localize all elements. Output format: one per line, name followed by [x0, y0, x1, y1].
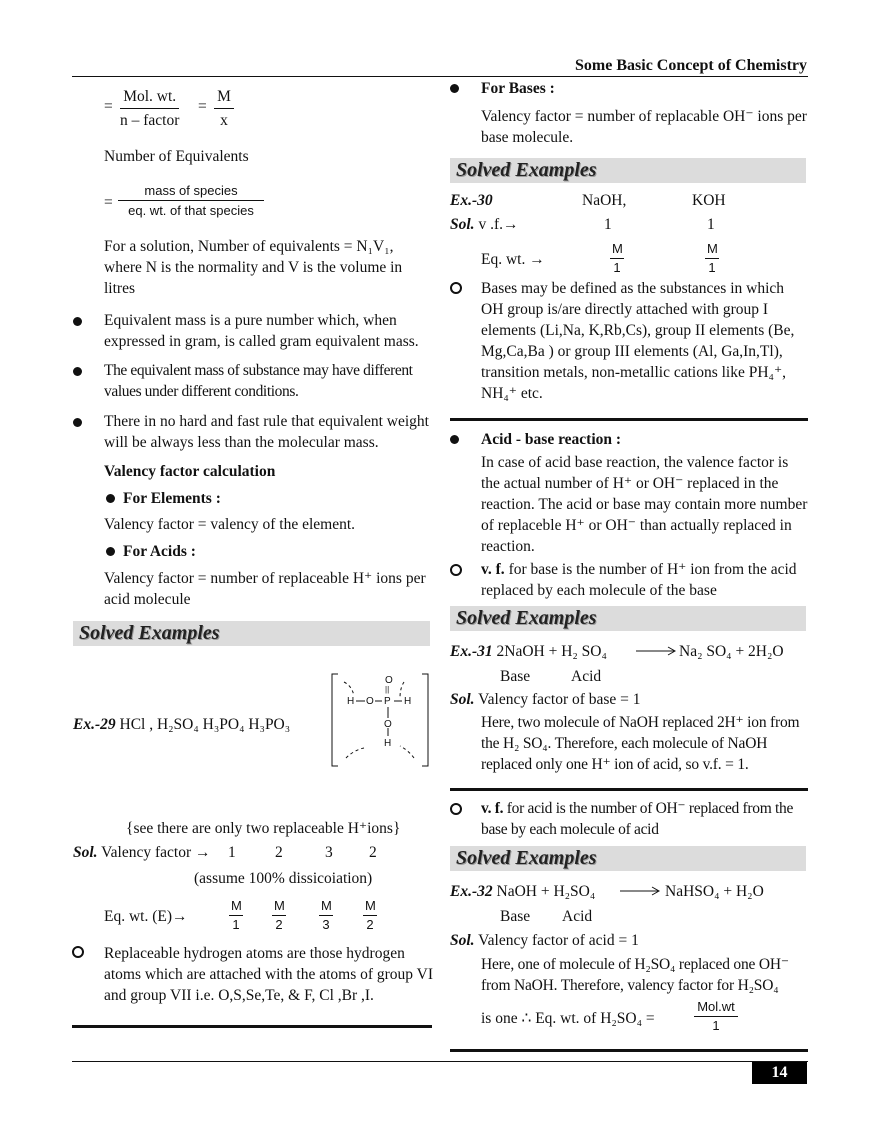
assume-text: (assume 100% dissicoiation): [194, 870, 373, 887]
vf-base-label: v. f.: [481, 561, 505, 578]
ex32-last-line: is one ∴ Eq. wt. of H₂SO₄ =: [481, 1010, 655, 1027]
ex30-eqwt-fraction: $\frac{M}{1}$: [612, 241, 623, 275]
atom-o-bottom: O: [384, 719, 392, 730]
bullet-dot: [450, 435, 459, 444]
fraction-molwt-nfactor: Mol. wt. n – factor: [120, 88, 180, 129]
section-rule: [450, 788, 808, 791]
ex32-label: Ex.-32: [450, 883, 493, 900]
eqwt-fraction: $\frac{M}{1}$: [231, 898, 242, 932]
ex29-text: HCl , H₂SO₄ H₃PO₄ H₃PO₃: [119, 716, 291, 733]
solution-text: For a solution, Number of equivalents = N₁V₁, where N is the normality and V is the volume in litres: [104, 238, 403, 297]
ring-bullet: [450, 803, 462, 815]
ex29-line: [73, 714, 290, 735]
page-number: 14: [752, 1062, 807, 1084]
solved-examples-band-right-3: [450, 846, 806, 871]
ex31-rhs: Na₂ SO₄ + 2H₂O: [679, 643, 784, 660]
eqwt-fraction: $\frac{M}{3}$: [321, 898, 332, 932]
bullet-dot: [73, 367, 82, 376]
dashed-arc: [346, 748, 364, 758]
ring-bullet: [450, 564, 462, 576]
reaction-arrow: [636, 646, 676, 656]
bullet-dot: [450, 84, 459, 93]
bullet-text-3: There in no hard and fast rule that equivalent weight will be always less than the molecular mass.: [104, 413, 429, 451]
fraction-equivalents: mass of species eq. wt. of that species: [118, 182, 264, 219]
ex30-eqwt-label: Eq. wt. →: [481, 251, 545, 268]
for-elements-text: Valency factor = valency of the element.: [104, 516, 356, 533]
ex32-line: [450, 881, 595, 902]
acid-base-text: In case of acid base reaction, the valence factor is the actual number of H⁺ or OH⁻ replaced in the reaction. The acid or base may contain more number of replaceble H⁺ or OH⁻ than actually replaced in reaction.: [481, 454, 808, 555]
ex32-acid: Acid: [562, 908, 593, 925]
section-rule: [450, 418, 808, 421]
atom-o-top: O: [385, 675, 393, 686]
bullet-text-1: Equivalent mass is a pure number which, when expressed in gram, is called gram equivalent mass.: [104, 312, 419, 350]
ex31-lhs: 2NaOH + H₂ SO₄: [496, 643, 607, 660]
ex31-sol-text: Valency factor of base = 1: [478, 691, 641, 708]
eq-sign-3: =: [104, 194, 113, 211]
ex32-lhs: NaOH + H₂SO₄: [496, 883, 596, 900]
ex31-label: Ex.-31: [450, 643, 493, 660]
for-acids-title: For Acids :: [123, 543, 196, 560]
ex32-base: Base: [500, 908, 531, 925]
ring-bullet: [450, 282, 462, 294]
solved-examples-title: Solved Examples: [456, 847, 597, 869]
dashed-arc: [344, 682, 354, 696]
ex31-explanation: Here, two molecule of NaOH replaced 2H⁺ ion from the H₂ SO₄. Therefore, each molecule of NaOH replaced only one H⁺ ion of acid, so v.f. = 1.: [481, 714, 800, 773]
solved-examples-title: Solved Examples: [456, 607, 597, 629]
ex31-line: [450, 641, 607, 662]
ex29-note: {see there are only two replaceable H⁺ions}: [126, 820, 401, 837]
for-acids-text: Valency factor = number of replaceable H⁺ ions per acid molecule: [104, 570, 426, 608]
sol-line: [73, 842, 210, 863]
vf-value: 2: [275, 844, 283, 861]
solved-examples-band-right-1: [450, 158, 806, 183]
ex30-vf-value: 1: [707, 216, 715, 233]
ex31-base: Base: [500, 668, 531, 685]
left-bracket: [332, 674, 338, 766]
running-title: Some Basic Concept of Chemistry: [575, 57, 807, 74]
ex30-label: Ex.-30: [450, 192, 493, 209]
sol-label: Sol.: [450, 932, 475, 949]
ex32-fraction: Mol.wt 1: [694, 999, 738, 1034]
eqwt-fraction: $\frac{M}{2}$: [274, 898, 285, 932]
solved-examples-band-right-2: [450, 606, 806, 631]
solved-examples-title: Solved Examples: [79, 622, 220, 644]
footer-rule: [72, 1061, 808, 1062]
sol-vf-label: Valency factor →: [101, 844, 211, 861]
right-bracket: [422, 674, 428, 766]
header-rule: [72, 76, 808, 77]
ex31-sol-line: [450, 689, 641, 710]
bullet-dot: [106, 547, 115, 556]
eq-sign-1: =: [104, 98, 113, 115]
eqwt-label: Eq. wt. (E)→: [104, 908, 188, 925]
double-bond: ||: [385, 685, 390, 694]
eq-sign-2: =: [198, 98, 207, 115]
fraction-m-x: $\frac{M}{x}$: [214, 86, 234, 131]
bullet-dot: [106, 494, 115, 503]
reaction-arrow: [620, 886, 660, 896]
eqwt-fraction: $\frac{M}{2}$: [365, 898, 376, 932]
bullet-text-2: The equivalent mass of substance may have different values under different conditions.: [104, 362, 413, 400]
ex32-sol-text: Valency factor of acid = 1: [478, 932, 639, 949]
for-elements-title: For Elements :: [123, 490, 221, 507]
vf-value: 2: [369, 844, 377, 861]
dashed-arc: [400, 746, 414, 758]
vf-acid-label: v. f.: [481, 800, 504, 817]
ex31-acid: Acid: [571, 668, 602, 685]
ring-bullet: [72, 946, 84, 958]
ex30-col: KOH: [692, 192, 726, 209]
valency-factor-calc-title: Valency factor calculation: [104, 463, 276, 480]
number-of-equivalents-title: Number of Equivalents: [104, 148, 249, 165]
vf-acid-text: [481, 798, 809, 840]
h3po3-structure: [330, 670, 430, 770]
ex30-vf-label: v .f.→: [478, 216, 519, 233]
vf-acid-desc: for acid is the number of OH⁻ replaced from the base by each molecule of acid: [481, 800, 794, 838]
atom-o-left: O: [366, 696, 374, 707]
vf-value: 3: [325, 844, 333, 861]
vf-value: 1: [228, 844, 236, 861]
for-bases-title: For Bases :: [481, 80, 555, 97]
atom-h-left: H: [347, 696, 355, 707]
sol-label: Sol.: [450, 691, 475, 708]
bases-definition: Bases may be defined as the substances in which OH group is/are directly attached with group I elements (Li,Na, K,Rb,Cs), group II elements (Be, Mg,Ca,Ba ) or group III elements (Al, Ga,In,Tl), transition metals, non-metallic cations like PH₄⁺, NH₄⁺ etc.: [481, 280, 795, 402]
bullet-dot: [73, 418, 82, 427]
ex30-vf-value: 1: [604, 216, 612, 233]
atom-h-right: H: [404, 696, 412, 707]
ex30-eqwt-fraction: $\frac{M}{1}$: [707, 241, 718, 275]
ex30-col: NaOH,: [582, 192, 627, 209]
left-column-end-rule: [72, 1025, 432, 1028]
ex32-explanation: Here, one of molecule of H₂SO₄ replaced one OH⁻ from NaOH. Therefore, valency factor for H₂SO₄: [481, 956, 789, 994]
atom-h-bottom: H: [384, 738, 392, 749]
sol-label: Sol.: [73, 844, 98, 861]
vf-base-desc: for base is the number of H⁺ ion from the acid replaced by each molecule of the base: [481, 561, 797, 599]
replaceable-hydrogen-text: Replaceable hydrogen atoms are those hydrogen atoms which are attached with the atoms of group VI and group VII i.e. O,S,Se,Te, & F, Cl ,Br ,I.: [104, 945, 433, 1004]
right-column-end-rule: [450, 1049, 808, 1052]
ex30-sol-line: [450, 214, 518, 235]
for-bases-text: Valency factor = number of replacable OH⁻ ions per base molecule.: [481, 108, 807, 146]
atom-p: P: [384, 696, 391, 707]
acid-base-title: Acid - base reaction :: [481, 431, 622, 448]
ex29-label: Ex.-29: [73, 716, 116, 733]
solved-examples-title: Solved Examples: [456, 159, 597, 181]
bullet-dot: [73, 317, 82, 326]
sol-label: Sol.: [450, 216, 475, 233]
vf-base-text: [481, 559, 809, 601]
ex32-rhs: NaHSO₄ + H₂O: [665, 883, 764, 900]
ex32-sol-line: [450, 930, 639, 951]
solved-examples-band-left: [73, 621, 430, 646]
